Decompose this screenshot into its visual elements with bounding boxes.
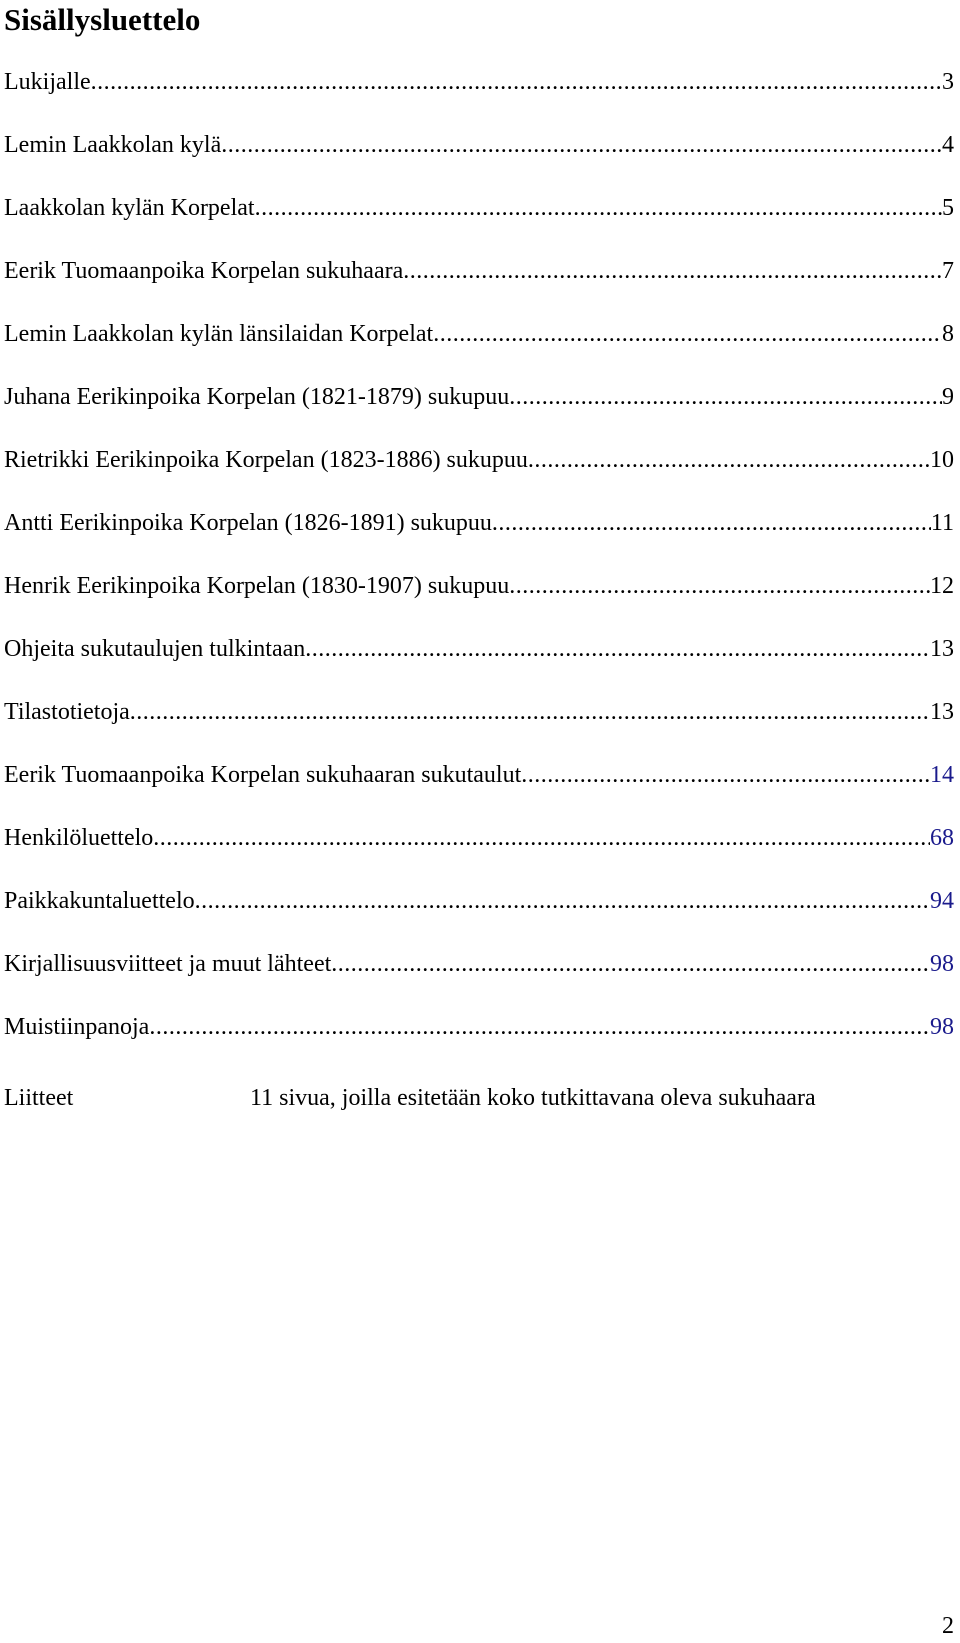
attachments-row xyxy=(4,1082,954,1114)
dot-leader xyxy=(331,948,930,980)
toc-entry-label: Eerik Tuomaanpoika Korpelan sukuhaara xyxy=(4,258,404,284)
toc-entry-page: 3 xyxy=(942,69,954,95)
table-of-contents xyxy=(4,66,954,1074)
dot-leader xyxy=(195,885,930,917)
toc-entry-page: 68 xyxy=(930,825,954,851)
toc-entry[interactable] xyxy=(4,696,954,759)
page-title: Sisällysluettelo xyxy=(4,2,201,37)
toc-entry-page: 4 xyxy=(942,132,954,158)
toc-entry[interactable] xyxy=(4,948,954,1011)
dot-leader xyxy=(509,570,930,602)
toc-entry-label: Kirjallisuusviitteet ja muut lähteet xyxy=(4,951,332,977)
toc-entry-label: Eerik Tuomaanpoika Korpelan sukuhaaran sukutaulut xyxy=(4,762,522,788)
toc-entry[interactable] xyxy=(4,822,954,885)
toc-entry[interactable] xyxy=(4,759,954,822)
toc-entry-label: Ohjeita sukutaulujen tulkintaan xyxy=(4,636,306,662)
toc-entry-label: Rietrikki Eerikinpoika Korpelan (1823-1886) sukupuu xyxy=(4,447,528,473)
attachments-label: Liitteet xyxy=(4,1085,74,1111)
dot-leader xyxy=(221,129,942,161)
toc-entry[interactable] xyxy=(4,633,954,696)
toc-entry-page: 10 xyxy=(930,447,954,473)
toc-entry[interactable] xyxy=(4,129,954,192)
dot-leader xyxy=(433,318,942,350)
toc-entry-label: Paikkakuntaluettelo xyxy=(4,888,195,914)
toc-entry-page: 8 xyxy=(942,321,954,347)
toc-entry-page: 98 xyxy=(930,951,954,977)
toc-entry-page: 9 xyxy=(942,384,954,410)
toc-entry[interactable] xyxy=(4,192,954,255)
toc-entry-label: Laakkolan kylän Korpelat xyxy=(4,195,255,221)
dot-leader xyxy=(521,759,930,791)
toc-entry-label: Lemin Laakkolan kylä xyxy=(4,132,222,158)
dot-leader xyxy=(528,444,930,476)
toc-entry-label: Henkilöluettelo xyxy=(4,825,154,851)
toc-entry-label: Tilastotietoja xyxy=(4,699,130,725)
toc-entry-page: 11 xyxy=(930,510,954,536)
dot-leader xyxy=(403,255,942,287)
toc-entry[interactable] xyxy=(4,255,954,318)
toc-entry-label: Antti Eerikinpoika Korpelan (1826-1891) sukupuu xyxy=(4,510,492,536)
attachments-description: 11 sivua, joilla esitetään koko tutkittavana oleva sukuhaara xyxy=(250,1085,816,1111)
toc-entry-page: 12 xyxy=(930,573,954,599)
toc-entry-label: Henrik Eerikinpoika Korpelan (1830-1907) sukupuu xyxy=(4,573,510,599)
toc-entry[interactable] xyxy=(4,318,954,381)
toc-entry-page: 13 xyxy=(930,636,954,662)
toc-entry-label: Lukijalle xyxy=(4,69,91,95)
toc-entry-page: 13 xyxy=(930,699,954,725)
toc-entry[interactable] xyxy=(4,507,954,570)
toc-entry-page: 5 xyxy=(942,195,954,221)
dot-leader xyxy=(305,633,930,665)
toc-entry-label: Lemin Laakkolan kylän länsilaidan Korpelat xyxy=(4,321,434,347)
toc-entry-page: 98 xyxy=(930,1014,954,1040)
dot-leader xyxy=(130,696,930,728)
toc-entry[interactable] xyxy=(4,66,954,129)
dot-leader xyxy=(91,66,942,98)
toc-entry-label: Muistiinpanoja xyxy=(4,1014,150,1040)
toc-entry[interactable] xyxy=(4,885,954,948)
dot-leader xyxy=(492,507,931,539)
toc-entry[interactable] xyxy=(4,444,954,507)
page-number: 2 xyxy=(942,1613,954,1639)
toc-entry-page: 94 xyxy=(930,888,954,914)
dot-leader xyxy=(153,822,930,854)
dot-leader xyxy=(255,192,942,224)
toc-entry-page: 7 xyxy=(942,258,954,284)
toc-entry[interactable] xyxy=(4,1011,954,1074)
toc-entry[interactable] xyxy=(4,570,954,633)
toc-entry-page: 14 xyxy=(930,762,954,788)
dot-leader xyxy=(149,1011,930,1043)
dot-leader xyxy=(509,381,942,413)
toc-entry[interactable] xyxy=(4,381,954,444)
toc-entry-label: Juhana Eerikinpoika Korpelan (1821-1879) sukupuu xyxy=(4,384,510,410)
